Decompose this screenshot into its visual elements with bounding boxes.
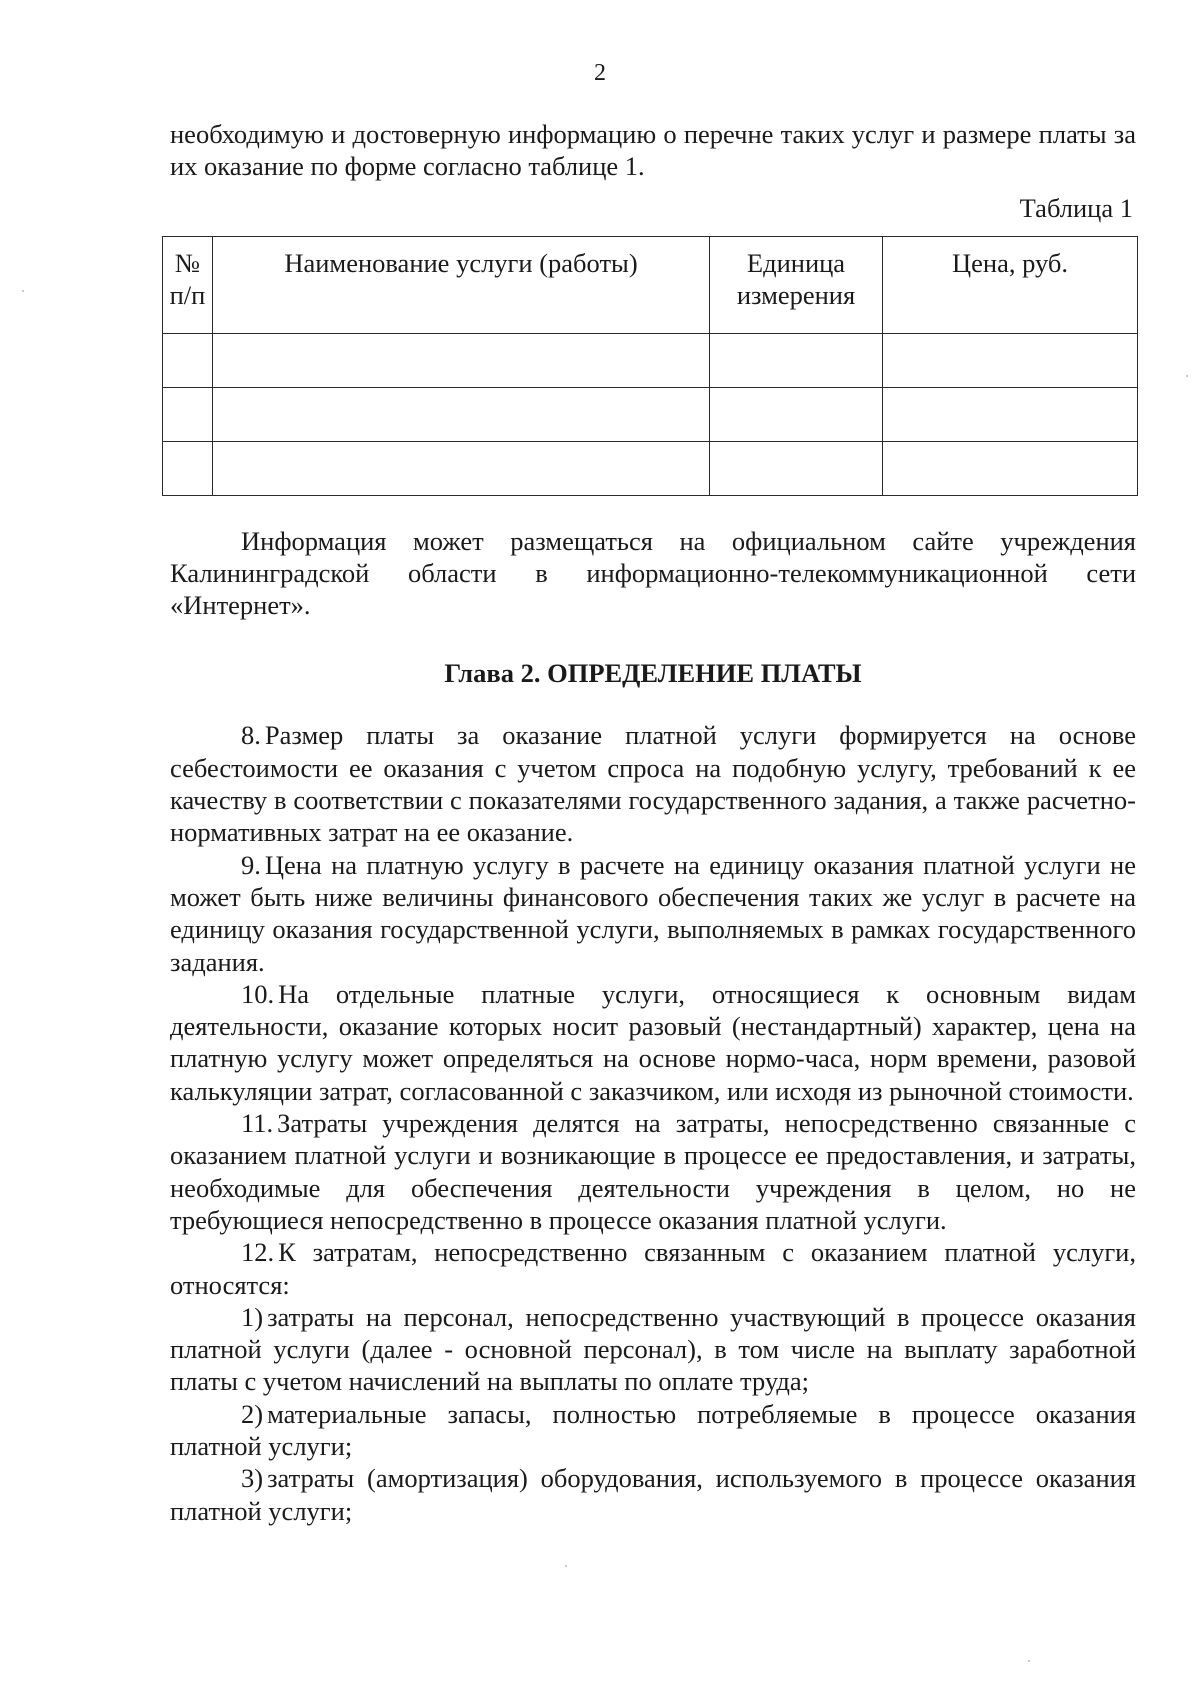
table-cell [163, 387, 213, 441]
clause-number: 10. [241, 978, 275, 1009]
clause-text: К затратам, непосредственно связанным с оказанием платной услуги, относятся: [170, 1237, 1136, 1300]
clause-text: Затраты учреждения делятся на затраты, непосредственно связанные с оказанием платной услуги и возникающие в процессе ее предоставления, и затраты, необходимые для обеспечения деятельности учреждения в целом, но не требующиеся непосредственно в процессе оказания платной услуги. [170, 1108, 1136, 1235]
clause-8 [170, 719, 1136, 848]
header-price: Цена, руб. [883, 236, 1138, 333]
table-cell [213, 333, 710, 387]
sub-item-text: затраты (амортизация) оборудования, используемого в процессе оказания платной услуги; [170, 1463, 1136, 1526]
scan-speck [565, 1565, 567, 1567]
header-unit: Единица измерения [710, 236, 883, 333]
services-price-table [162, 236, 1138, 496]
table-cell [883, 387, 1138, 441]
table-header-row [163, 236, 1138, 333]
sub-item-number: 3) [241, 1463, 264, 1494]
table-cell [710, 441, 883, 495]
clause-number: 9. [241, 849, 261, 880]
header-service-name: Наименование услуги (работы) [213, 236, 710, 333]
table-cell [213, 441, 710, 495]
scan-speck [1186, 375, 1188, 377]
intro-paragraph: необходимую и достоверную информацию о перечне таких услуг и размере платы за их оказание по форме согласно таблице 1. [170, 119, 1136, 182]
table-cell [710, 333, 883, 387]
clause-text: На отдельные платные услуги, относящиеся к основным видам деятельности, оказание которых носит разовый (нестандартный) характер, цена на платную услугу может определяться на основе нормо-часа, норм времени, разовой калькуляции затрат, согласованной с заказчиком, или исходя из рыночной стоимости. [170, 978, 1136, 1106]
clause-text: Размер платы за оказание платной услуги формируется на основе себестоимости ее оказания с учетом спроса на подобную услугу, требований к ее качеству в соответствии с показателями государственного задания, а также расчетно-нормативных затрат на ее оказание. [170, 720, 1136, 848]
table-row [163, 441, 1138, 495]
table-row [163, 387, 1138, 441]
clause-number: 12. [241, 1237, 275, 1268]
clause-number: 11. [241, 1108, 274, 1139]
sub-item-3 [170, 1462, 1136, 1527]
table-cell [163, 441, 213, 495]
clause-12 [170, 1236, 1136, 1301]
sub-item-text: затраты на персонал, непосредственно участвующий в процессе оказания платной услуги (далее - основной персонал), в том числе на выплату заработной платы с учетом начислений на выплаты по оплате труда; [170, 1301, 1136, 1397]
clause-9 [170, 849, 1136, 978]
table-cell [883, 441, 1138, 495]
table-cell [213, 387, 710, 441]
sub-item-number: 2) [241, 1398, 264, 1429]
page-number: 2 [594, 60, 606, 86]
clause-number: 8. [241, 720, 261, 751]
table-cell [883, 333, 1138, 387]
scan-speck [1028, 1660, 1030, 1662]
sub-item-2 [170, 1398, 1136, 1463]
sub-item-number: 1) [241, 1301, 264, 1332]
clause-11 [170, 1107, 1136, 1236]
scan-speck [22, 290, 24, 292]
sub-item-1 [170, 1301, 1136, 1398]
clause-text: Цена на платную услугу в расчете на единицу оказания платной услуги не может быть ниже величины финансового обеспечения таких же услуг в расчете на единицу оказания государственной услуги, выполняемых в рамках государственного задания. [170, 849, 1136, 977]
header-number: № п/п [163, 236, 213, 333]
table-cell [710, 387, 883, 441]
clause-10 [170, 978, 1136, 1107]
chapter-title: Глава 2. ОПРЕДЕЛЕНИЕ ПЛАТЫ [444, 658, 862, 689]
table-caption: Таблица 1 [1019, 192, 1133, 223]
document-body [170, 118, 1136, 1527]
sub-item-text: материальные запасы, полностью потребляемые в процессе оказания платной услуги; [170, 1398, 1136, 1462]
table-row [163, 333, 1138, 387]
info-paragraph: Информация может размещаться на официальном сайте учреждения Калининградской области в информационно-телекоммуникационной сети «Интернет». [170, 525, 1136, 621]
table-cell [163, 333, 213, 387]
